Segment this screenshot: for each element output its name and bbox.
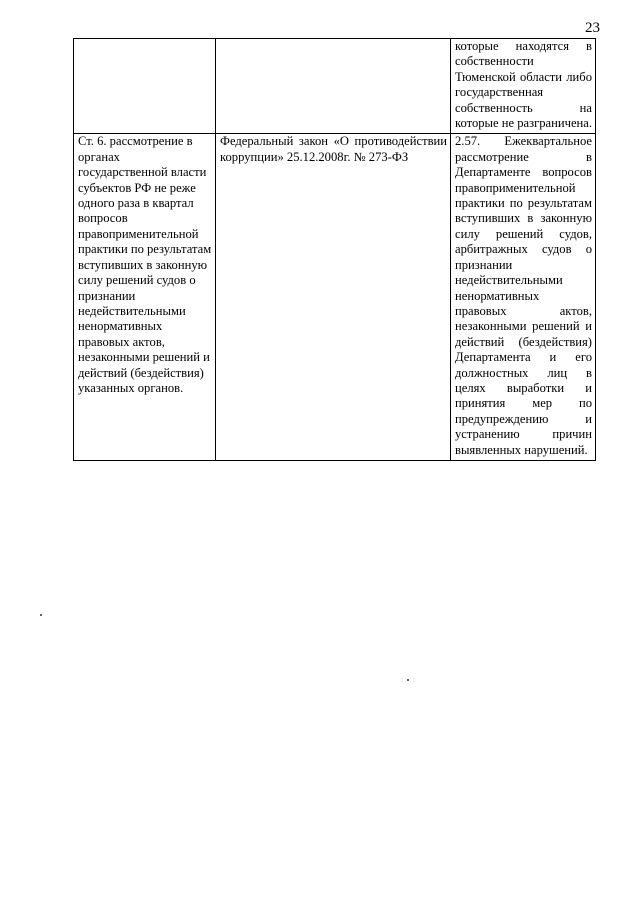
table-cell-measure: которые находятся в собственности Тюменской области либо государственная собственность на которые не разграничена. [451,39,596,134]
scan-speck [407,679,409,681]
table-cell-law: Федеральный закон «О противодействии коррупции» 25.12.2008г. № 273-ФЗ [216,134,451,461]
scan-speck [40,614,42,616]
table-row [74,39,596,134]
page-number: 23 [585,20,600,36]
table-row [74,134,596,461]
table-cell-measure: 2.57. Ежеквартальное рассмотрение в Департаменте вопросов правоприменительной практики по результатам вступивших в законную силу решений судов, арбитражных судов о признании недействительными ненормативных правовых актов, незаконными решений и действий (бездействия) Департамента и его должностных лиц в целях выработки и принятия мер по предупреждению и устранению причин выявленных нарушений. [451,134,596,461]
table-cell-article: Ст. 6. рассмотрение в органах государственной власти субъектов РФ не реже одного раза в квартал вопросов правоприменительной практики по результатам вступивших в законную силу решений судов о признании недействительными ненормативных правовых актов, незаконными решений и действий (бездействия) указанных органов. [74,134,216,461]
table-cell-law [216,39,451,134]
document-table [73,38,596,461]
table-cell-article [74,39,216,134]
